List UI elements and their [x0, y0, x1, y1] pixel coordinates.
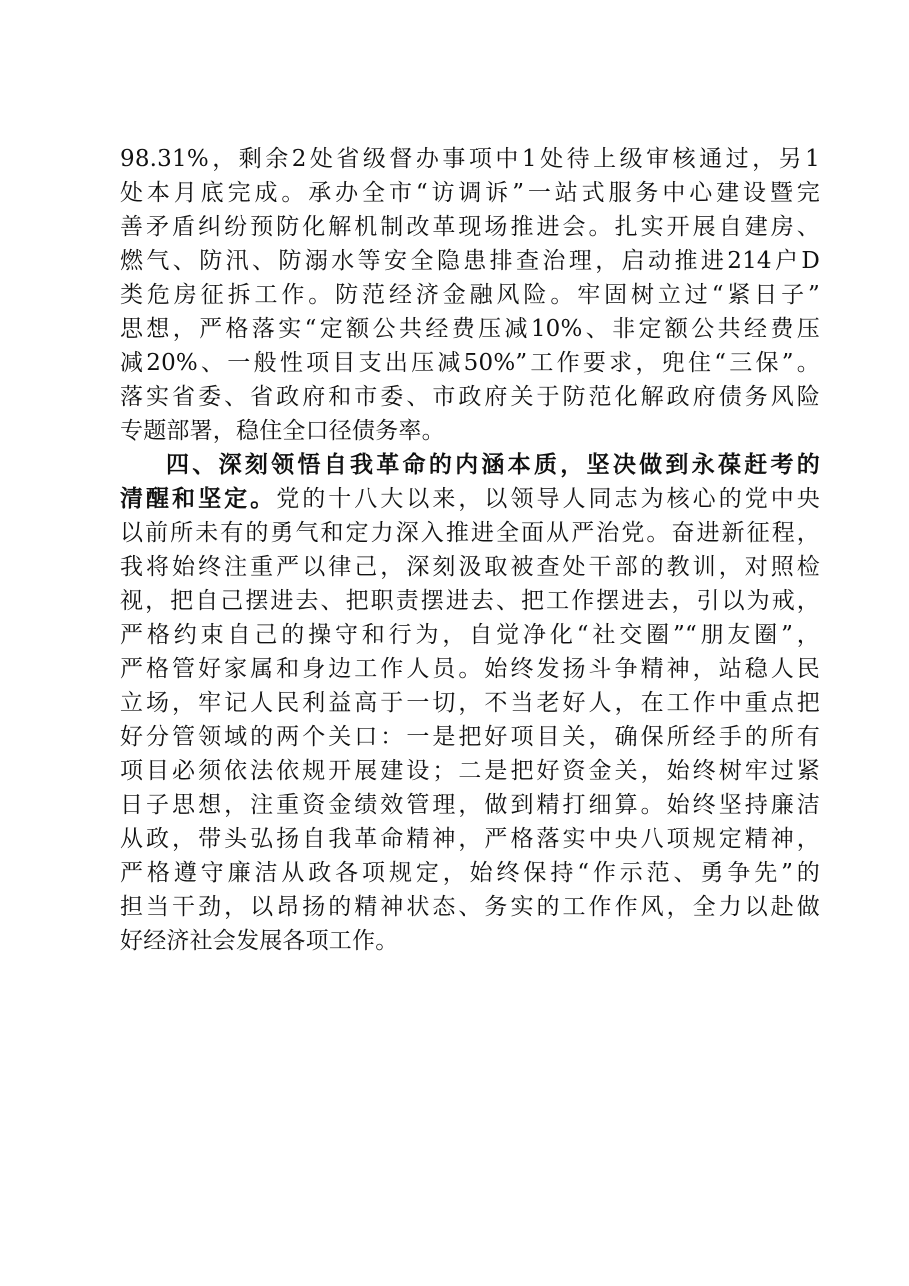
- text-line: 减20%、一般性项目支出压减50%”工作要求，兜住“三保”。: [120, 350, 820, 376]
- text-line: 善矛盾纠纷预防化解机制改革现场推进会。扎实开展自建房、: [120, 214, 820, 240]
- text-line: 立场，牢记人民利益高于一切，不当老好人，在工作中重点把: [120, 690, 820, 716]
- text-line: 严格管好家属和身边工作人员。始终发扬斗争精神，站稳人民: [120, 656, 820, 682]
- section-heading: 四、深刻领悟自我革命的内涵本质，坚决做到永葆赶考的: [166, 452, 820, 478]
- text-line-rest: 党的十八大以来，以领导人同志为核心的党中央: [276, 486, 820, 512]
- text-line: 担当干劲，以昂扬的精神状态、务实的工作作风，全力以赴做: [120, 894, 820, 920]
- text-line: 严格约束自己的操守和行为，自觉净化“社交圈”“朋友圈”，: [120, 622, 820, 648]
- text-line: 好分管领域的两个关口：一是把好项目关，确保所经手的所有: [120, 724, 820, 750]
- paragraph-safety-risk: [120, 142, 820, 448]
- text-line: 项目必须依法依规开展建设；二是把好资金关，始终树牢过紧: [120, 758, 820, 784]
- paragraph-self-revolution: [120, 448, 820, 958]
- text-line: 严格遵守廉洁从政各项规定，始终保持“作示范、勇争先”的: [120, 860, 820, 886]
- text-line: 燃气、防汛、防溺水等安全隐患排查治理，启动推进214户D: [120, 248, 820, 274]
- text-line: [120, 482, 820, 516]
- text-line: 落实省委、省政府和市委、市政府关于防范化解政府债务风险: [120, 384, 820, 410]
- text-line: 专题部署，稳住全口径债务率。: [120, 418, 445, 444]
- text-line: 我将始终注重严以律己，深刻汲取被查处干部的教训，对照检: [120, 554, 820, 580]
- text-line: 视，把自己摆进去、把职责摆进去、把工作摆进去，引以为戒，: [120, 588, 820, 614]
- text-line: 以前所未有的勇气和定力深入推进全面从严治党。奋进新征程，: [120, 520, 820, 546]
- text-line: 思想，严格落实“定额公共经费压减10%、非定额公共经费压: [120, 316, 820, 342]
- text-line: 好经济社会发展各项工作。: [120, 928, 399, 954]
- document-body: [120, 142, 820, 958]
- text-line: 日子思想，注重资金绩效管理，做到精打细算。始终坚持廉洁: [120, 792, 820, 818]
- section-heading-end: 清醒和坚定。: [120, 486, 277, 512]
- text-line: 类危房征拆工作。防范经济金融风险。牢固树立过“紧日子”: [120, 282, 820, 308]
- text-line: 98.31%，剩余2处省级督办事项中1处待上级审核通过，另1: [120, 146, 820, 172]
- text-line: 从政，带头弘扬自我革命精神，严格落实中央八项规定精神，: [120, 826, 820, 852]
- text-line: 处本月底完成。承办全市“访调诉”一站式服务中心建设暨完: [120, 180, 820, 206]
